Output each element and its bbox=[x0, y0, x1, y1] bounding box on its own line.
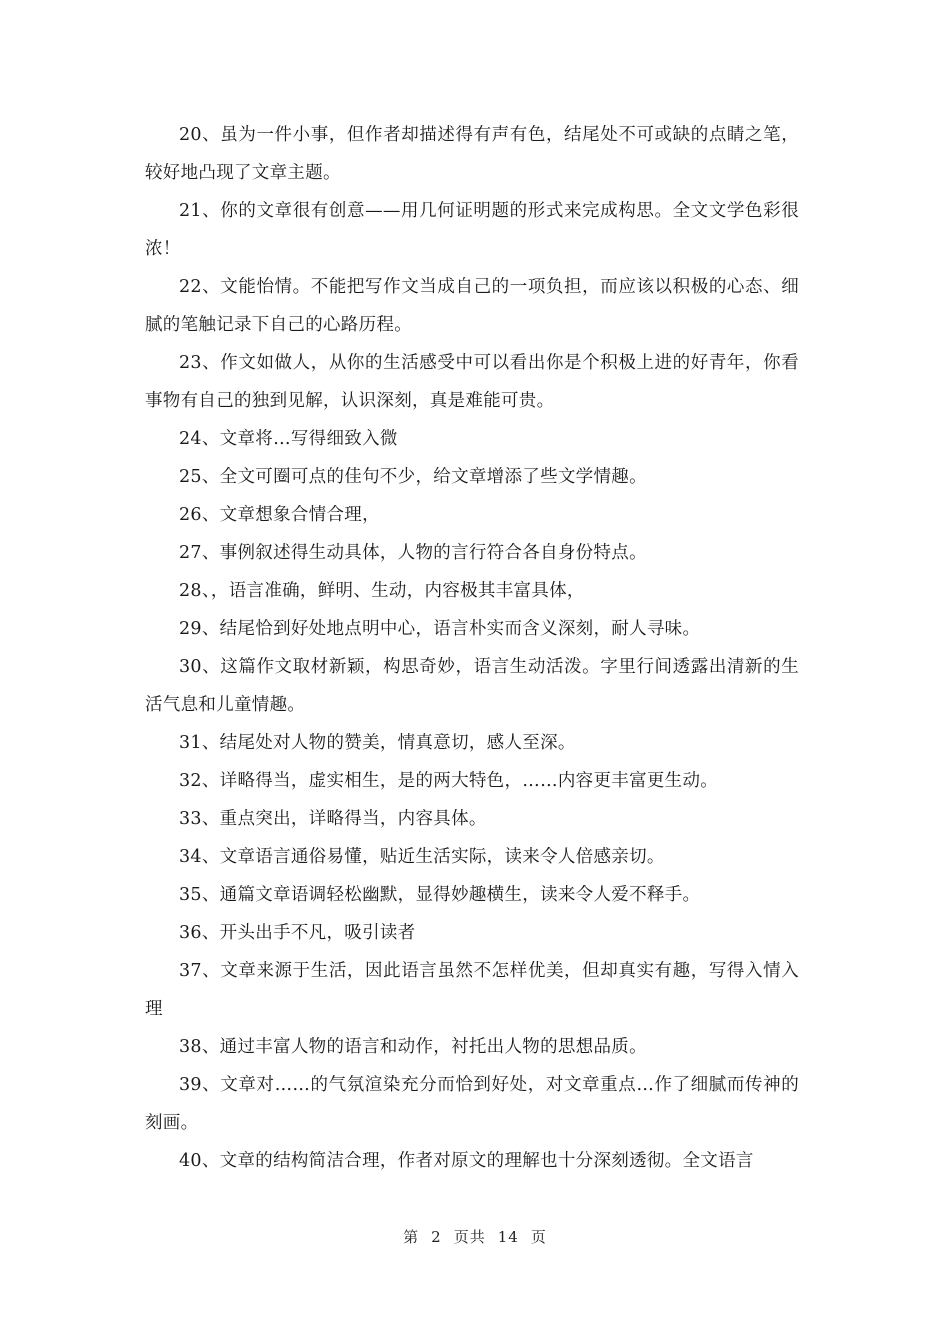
paragraph-22: 22、文能怡情。不能把写作文当成自己的一项负担，而应该以积极的心态、细腻的笔触记录下自己的心路历程。 bbox=[145, 277, 799, 335]
paragraph-28: 28、，语言准确，鲜明、生动，内容极其丰富具体， bbox=[179, 581, 585, 601]
paragraph-21: 21、你的文章很有创意——用几何证明题的形式来完成构思。全文文学色彩很浓！ bbox=[145, 201, 799, 259]
paragraph-25: 25、全文可圈可点的佳句不少，给文章增添了些文学情趣。 bbox=[179, 467, 647, 487]
paragraph-24: 24、文章将…写得细致入微 bbox=[179, 429, 398, 449]
paragraph-26: 26、文章想象合情合理， bbox=[179, 505, 380, 525]
paragraph-20: 20、虽为一件小事，但作者却描述得有声有色，结尾处不可或缺的点睛之笔，较好地凸现了文章主题。 bbox=[145, 125, 799, 183]
footer-label-ye: 页 bbox=[530, 1228, 547, 1246]
paragraph-37: 37、文章来源于生活，因此语言虽然不怎样优美，但却真实有趣，写得入情入理 bbox=[145, 961, 799, 1019]
paragraph-33: 33、重点突出，详略得当，内容具体。 bbox=[179, 809, 487, 829]
paragraph-23: 23、作文如做人，从你的生活感受中可以看出你是个积极上进的好青年，你看事物有自己的独到见解，认识深刻，真是难能可贵。 bbox=[145, 353, 799, 411]
page-footer bbox=[0, 1226, 950, 1247]
paragraph-32: 32、详略得当，虚实相生，是的两大特色，……内容更丰富更生动。 bbox=[179, 771, 719, 791]
paragraph-29: 29、结尾恰到好处地点明中心，语言朴实而含义深刻，耐人寻味。 bbox=[179, 619, 701, 639]
paragraph-30: 30、这篇作文取材新颖，构思奇妙，语言生动活泼。字里行间透露出清新的生活气息和儿童情趣。 bbox=[145, 657, 799, 715]
footer-label-ye-gong: 页共 bbox=[453, 1228, 486, 1246]
paragraph-31: 31、结尾处对人物的赞美，情真意切，感人至深。 bbox=[179, 733, 576, 753]
paragraph-36: 36、开头出手不凡，吸引读者 bbox=[179, 923, 416, 943]
paragraph-35: 35、通篇文章语调轻松幽默，显得妙趣横生，读来令人爱不释手。 bbox=[179, 885, 701, 905]
paragraph-34: 34、文章语言通俗易懂，贴近生活实际，读来令人倍感亲切。 bbox=[179, 847, 665, 867]
paragraph-39: 39、文章对……的气氛渲染充分而恰到好处，对文章重点…作了细腻而传神的刻画。 bbox=[145, 1075, 799, 1133]
paragraph-27: 27、事例叙述得生动具体，人物的言行符合各自身份特点。 bbox=[179, 543, 647, 563]
footer-label-di: 第 bbox=[403, 1228, 420, 1246]
paragraph-40: 40、文章的结构简洁合理，作者对原文的理解也十分深刻透彻。全文语言 bbox=[179, 1151, 754, 1171]
document-body bbox=[145, 116, 799, 1180]
paragraph-38: 38、通过丰富人物的语言和动作，衬托出人物的思想品质。 bbox=[179, 1037, 647, 1057]
footer-current-page: 2 bbox=[431, 1228, 442, 1246]
footer-total-pages: 14 bbox=[497, 1228, 519, 1246]
